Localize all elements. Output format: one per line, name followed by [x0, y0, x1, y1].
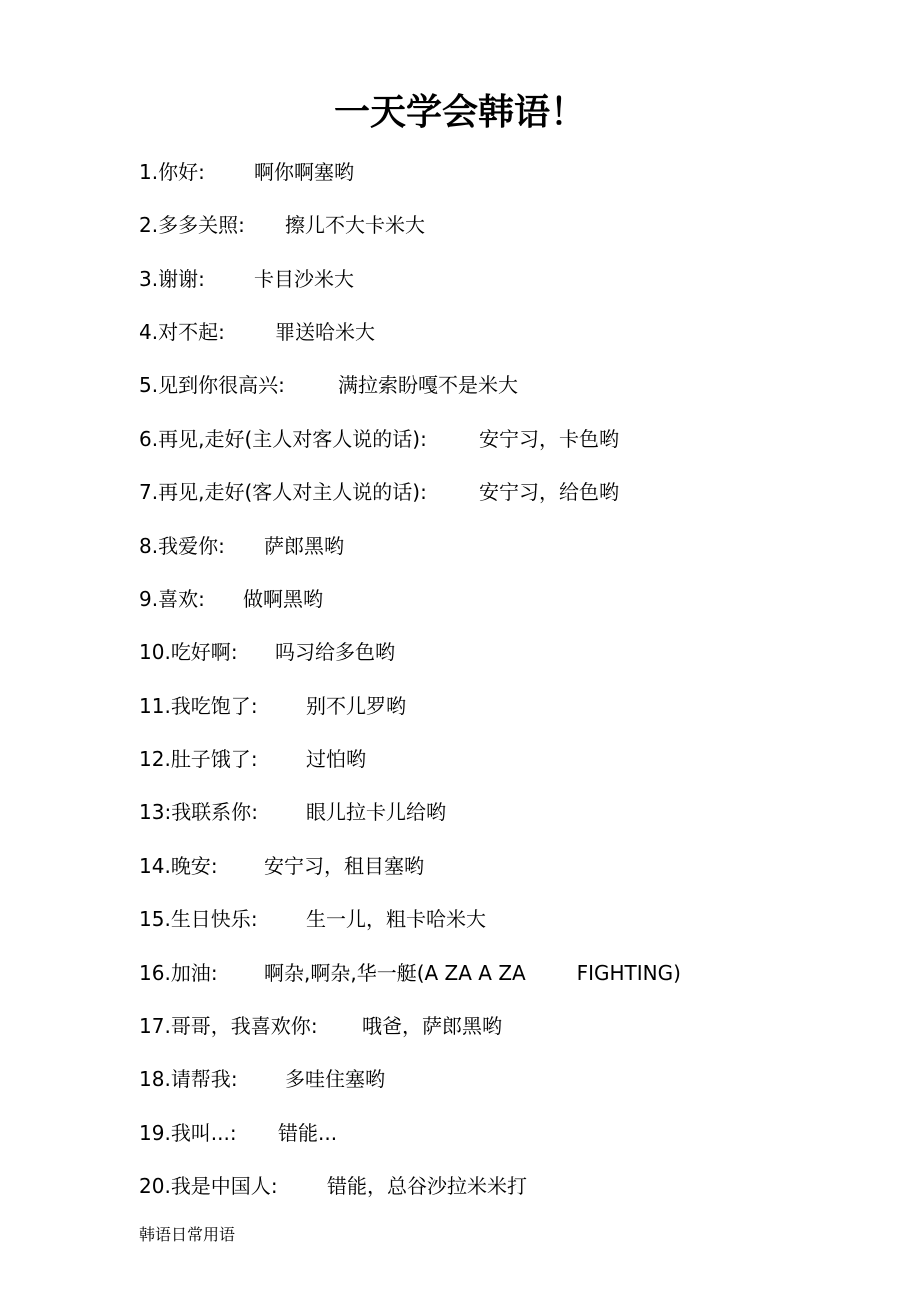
entry-pronunciation: 哦爸，萨郎黑哟	[362, 1014, 502, 1038]
phrase-entry-18	[139, 1064, 385, 1094]
entry-chinese: 再见,走好(客人对主人说的话)	[158, 480, 421, 504]
entry-number: 12.	[139, 747, 171, 771]
entry-separator: :	[250, 747, 258, 771]
entry-pronunciation: 满拉索盼嘎不是米大	[338, 373, 518, 397]
entry-pronunciation: 安宁习，给色哟	[479, 480, 619, 504]
entry-chinese: 吃好啊	[170, 640, 231, 664]
entry-chinese: 喜欢	[158, 587, 199, 611]
phrase-entry-11	[139, 691, 406, 721]
phrase-entry-16	[139, 958, 681, 988]
entry-pronunciation: 别不儿罗哟	[306, 694, 406, 718]
entry-pronunciation: 吗习给多色哟	[275, 640, 395, 664]
phrase-entry-10	[139, 637, 395, 667]
entry-chinese: 我是中国人	[170, 1174, 271, 1198]
entry-chinese: 谢谢	[158, 267, 199, 291]
phrase-entry-14	[139, 851, 424, 881]
entry-number: 15.	[139, 907, 171, 931]
entry-separator: :	[420, 427, 427, 451]
entry-pronunciation: 错能...	[278, 1121, 338, 1145]
phrase-entry-8	[139, 531, 344, 561]
phrase-entry-15	[139, 904, 486, 934]
entry-number: 17.	[139, 1014, 171, 1038]
entry-chinese: 生日快乐	[170, 907, 251, 931]
entry-separator: :	[210, 854, 218, 878]
entry-separator: :	[210, 961, 218, 985]
entry-chinese: 晚安	[170, 854, 211, 878]
entry-pronunciation: 擦儿不大卡米大	[285, 213, 425, 237]
entry-chinese: 多多关照	[158, 213, 239, 237]
phrase-entry-13	[139, 797, 446, 827]
phrase-entry-7	[139, 477, 619, 507]
phrase-entry-17	[139, 1011, 502, 1041]
footer-note: 韩语日常用语	[139, 1225, 236, 1244]
entry-number: 19.	[139, 1121, 171, 1145]
entry-separator: :	[198, 160, 205, 184]
entry-number: 4.	[139, 320, 159, 344]
entry-pronunciation: 安宁习，卡色哟	[479, 427, 619, 451]
entry-chinese: 肚子饿了	[170, 747, 251, 771]
entry-separator: :	[218, 534, 225, 558]
entry-chinese: 对不起	[158, 320, 219, 344]
entry-number: 8.	[139, 534, 159, 558]
entry-pronunciation: 生一儿，粗卡哈米大	[306, 907, 486, 931]
entry-separator: :	[250, 694, 258, 718]
phrase-entry-2	[139, 210, 425, 240]
entry-chinese: 我爱你	[158, 534, 219, 558]
entry-number: 1.	[139, 160, 159, 184]
page-title: 一天学会韩语！	[333, 91, 586, 133]
entry-pronunciation: 过怕哟	[306, 747, 366, 771]
entry-separator: :	[230, 640, 238, 664]
entry-number: 13:	[139, 800, 172, 824]
phrase-entry-6	[139, 424, 619, 454]
entry-chinese: 哥哥，我喜欢你	[170, 1014, 311, 1038]
entry-chinese: 加油	[170, 961, 211, 985]
entry-separator: :	[420, 480, 427, 504]
entry-pronunciation: 罪送哈米大	[275, 320, 375, 344]
entry-separator: :	[198, 267, 205, 291]
entry-separator: :	[251, 800, 258, 824]
entry-chinese: 见到你很高兴	[158, 373, 279, 397]
entry-number: 9.	[139, 587, 159, 611]
entry-separator: :	[310, 1014, 318, 1038]
entry-separator: :	[198, 587, 205, 611]
entry-number: 10.	[139, 640, 171, 664]
entry-chinese: 我联系你	[171, 800, 252, 824]
entry-separator: :	[250, 907, 258, 931]
entry-pronunciation: 啊杂,啊杂,华一艇(A ZA A ZA FIGHTING)	[264, 961, 681, 985]
entry-separator: :	[238, 213, 245, 237]
entry-pronunciation: 做啊黑哟	[243, 587, 323, 611]
entry-chinese: 我吃饱了	[170, 694, 251, 718]
entry-pronunciation: 萨郎黑哟	[264, 534, 344, 558]
entry-chinese: 我叫...	[170, 1121, 230, 1145]
phrase-entry-19	[139, 1118, 338, 1148]
entry-separator: :	[218, 320, 225, 344]
entry-number: 18.	[139, 1067, 171, 1091]
entry-number: 11.	[139, 694, 171, 718]
entry-number: 16.	[139, 961, 171, 985]
entry-pronunciation: 眼儿拉卡儿给哟	[306, 800, 446, 824]
entry-pronunciation: 多哇住塞哟	[285, 1067, 385, 1091]
phrase-entry-1	[139, 157, 354, 187]
entry-pronunciation: 啊你啊塞哟	[254, 160, 354, 184]
entry-separator: :	[230, 1067, 238, 1091]
entry-number: 3.	[139, 267, 159, 291]
entry-number: 5.	[139, 373, 159, 397]
entry-pronunciation: 安宁习，租目塞哟	[264, 854, 424, 878]
entry-number: 6.	[139, 427, 159, 451]
entry-chinese: 你好	[158, 160, 199, 184]
entry-separator: :	[229, 1121, 237, 1145]
phrase-entry-3	[139, 264, 354, 294]
entry-separator: :	[278, 373, 285, 397]
entry-chinese: 再见,走好(主人对客人说的话)	[158, 427, 421, 451]
phrase-entry-12	[139, 744, 366, 774]
entry-pronunciation: 卡目沙米大	[254, 267, 354, 291]
entry-number: 2.	[139, 213, 159, 237]
entry-separator: :	[270, 1174, 278, 1198]
entry-chinese: 请帮我	[170, 1067, 231, 1091]
phrase-entry-4	[139, 317, 375, 347]
entry-pronunciation: 错能，总谷沙拉米米打	[327, 1174, 527, 1198]
phrase-entry-5	[139, 370, 518, 400]
entry-number: 14.	[139, 854, 171, 878]
entry-number: 7.	[139, 480, 159, 504]
phrase-entry-9	[139, 584, 323, 614]
entry-number: 20.	[139, 1174, 171, 1198]
phrase-entry-20	[139, 1171, 527, 1201]
